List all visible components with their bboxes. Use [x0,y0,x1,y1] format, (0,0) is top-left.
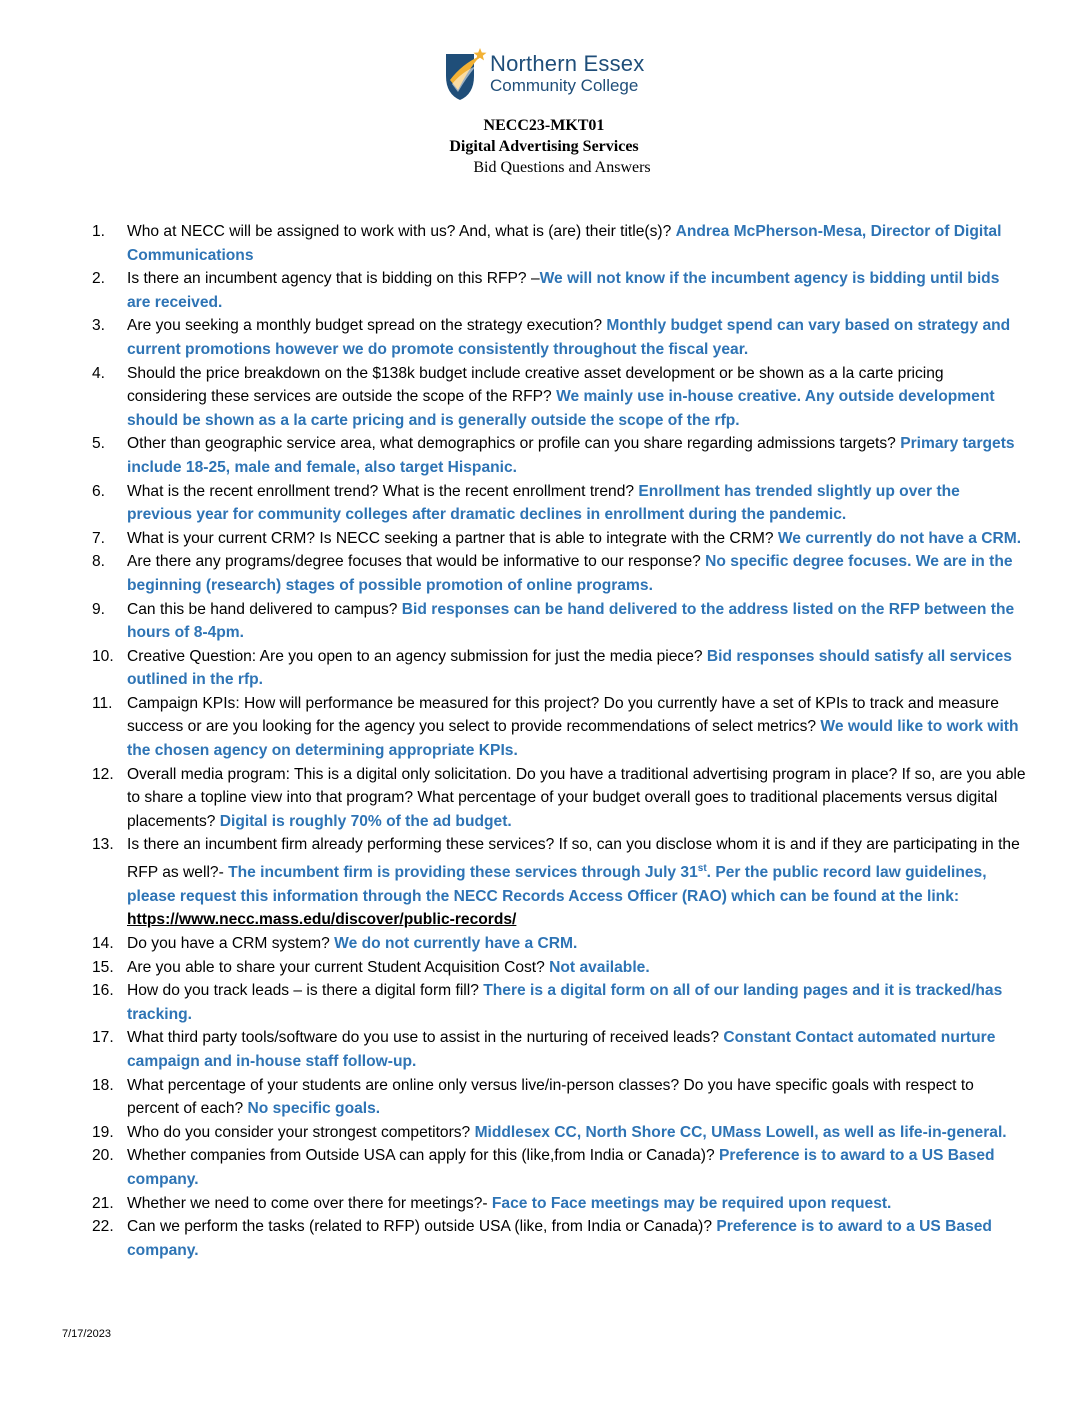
answer-text-continued: . Per the public record law guidelines, please request this information through the NECC Records Access Officer (RAO) which can be found at the link: [127,864,987,905]
qa-item [0,1074,1088,1121]
question-text: Creative Question: Are you open to an agency submission for just the media piece? [127,647,707,665]
qa-item [0,1121,1088,1145]
answer-text: We do not currently have a CRM. [334,935,578,952]
question-text: What percentage of your students are online only versus live/in-person classes? Do you have specific goals with respect to percent of each? [127,1076,974,1118]
bid-code: NECC23-MKT01 [483,117,605,134]
item-number: 3. [92,317,106,335]
question-text: Whether companies from Outside USA can apply for this (like,from India or Canada)? [127,1147,719,1165]
college-crest-icon [440,46,488,104]
qa-item [0,692,1088,763]
question-text: Are you seeking a monthly budget spread on the strategy execution? [127,317,607,335]
answer-text: Not available. [549,958,650,976]
public-records-link[interactable]: https://www.necc.mass.edu/discover/public-records/ [127,911,517,929]
question-text: What is your current CRM? Is NECC seeking a partner that is able to integrate with the CRM? [127,529,778,547]
question-text: Should the price breakdown on the $138k budget include creative asset development or be shown as a la carte pricing considering these services are outside the scope of the RFP? [127,364,944,406]
answer-text: Monthly budget spend can vary based on strategy and current promotions however we do promote consistently throughout the fiscal year. [127,317,1011,358]
qa-item [0,932,1088,956]
item-number: 22. [92,1218,114,1236]
item-number: 5. [92,435,106,453]
qa-item [0,645,1088,692]
question-text: Are you able to share your current Student Acquisition Cost? [127,958,550,976]
question-text: Do you have a CRM system? [127,935,335,952]
question-text: Who do you consider your strongest competitors? [127,1123,475,1141]
question-text: Is there an incumbent firm already performing these services? If so, can you disclose whom it is and if they are participating in the RFP as well?- [127,836,1020,882]
item-number: 14. [92,935,114,952]
item-number: 18. [92,1076,114,1094]
answer-text: Bid responses can be hand delivered to the address listed on the RFP between the hours of 8-4pm. [127,600,1015,642]
question-text: Other than geographic service area, what demographics or profile can you share regarding admissions targets? [127,435,901,453]
answer-text: Middlesex CC, North Shore CC, UMass Lowell, as well as life-in-general. [474,1123,1007,1141]
qa-list [0,220,1088,1262]
qa-item [0,1026,1088,1073]
qa-item [0,220,1088,267]
answer-text: Constant Contact automated nurture campaign and in-house staff follow-up. [127,1029,996,1070]
answer-text: Face to Face meetings may be required upon request. [491,1194,892,1212]
question-text: Is there an incumbent agency that is bidding on this RFP? – [127,270,540,288]
qa-item [0,1215,1088,1262]
question-text: What third party tools/software do you use to assist in the nurturing of received leads? [127,1029,724,1047]
qa-item [0,598,1088,645]
item-number: 4. [92,364,106,382]
item-number: 17. [92,1029,114,1047]
logo-text-line1: Northern Essex [490,51,645,76]
qa-item [0,763,1088,834]
qa-item [0,480,1088,527]
question-text: Whether we need to come over there for meetings?- [127,1194,492,1212]
question-text: Can this be hand delivered to campus? [127,600,402,618]
answer-superscript: st [697,863,707,875]
item-number: 13. [92,836,114,854]
qa-item [0,314,1088,361]
answer-text: We mainly use in-house creative. Any outside development should be shown as a la carte pricing and is generally outside the scope of the rfp. [127,388,995,429]
logo-text-line2: Community College [490,76,639,95]
qa-item [0,833,1088,932]
question-text: Who at NECC will be assigned to work with us? And, what is (are) their title(s)? [127,223,676,240]
question-text: What is the recent enrollment trend? What is the recent enrollment trend? [127,482,639,500]
qa-item [0,550,1088,597]
item-number: 12. [92,765,114,783]
footer-date: 7/17/2023 [62,1328,111,1340]
qa-item [0,432,1088,479]
item-number: 20. [92,1147,114,1165]
answer-text: Primary targets include 18-25, male and female, also target Hispanic. [127,435,1015,476]
item-number: 9. [92,600,106,618]
answer-text: We will not know if the incumbent agency is bidding until bids are received. [127,270,1000,311]
question-text: Campaign KPIs: How will performance be measured for this project? Do you currently have a set of KPIs to track and measure success or are you looking for the agency you select to provide recommendations of select metrics? [127,694,999,736]
qa-item [0,1144,1088,1191]
item-number: 1. [92,223,106,240]
answer-text: No specific degree focuses. We are in the beginning (research) stages of possible promotion of online programs. [127,553,1013,594]
document-title: Digital Advertising Services [449,138,639,155]
qa-item [0,527,1088,551]
question-text: Are there any programs/degree focuses that would be informative to our response? [127,553,706,571]
item-number: 15. [92,958,114,976]
qa-item [0,362,1088,433]
qa-item [0,979,1088,1026]
answer-text: Bid responses should satisfy all services outlined in the rfp. [127,647,1012,689]
answer-text: Preference is to award to a US Based company. [127,1147,995,1188]
college-logo [440,46,680,106]
item-number: 2. [92,270,106,288]
answer-text: Enrollment has trended slightly up over the previous year for community colleges after dramatic declines in enrollment during the pandemic. [127,482,960,524]
qa-item [0,956,1088,980]
answer-text: No specific goals. [247,1100,381,1118]
answer-text: We currently do not have a CRM. [777,529,1022,547]
answer-text: Preference is to award to a US Based company. [127,1218,992,1259]
answer-text: We would like to work with the chosen agency on determining appropriate KPIs. [127,718,1019,760]
question-text: Overall media program: This is a digital only solicitation. Do you have a traditional advertising program in place? If so, are you able to share a topline view into that program? What percentage of your budget overall goes to traditional placements versus digital placements? [127,765,1026,830]
item-number: 19. [92,1123,114,1141]
answer-text: The incumbent firm is providing these services through July 31 [228,864,698,882]
question-text: Can we perform the tasks (related to RFP) outside USA (like, from India or Canada)? [127,1218,717,1236]
item-number: 7. [92,529,106,547]
document-header [0,116,1088,178]
qa-item [0,1192,1088,1216]
item-number: 6. [92,482,106,500]
document-subtitle: Bid Questions and Answers [473,159,651,176]
question-text: How do you track leads – is there a digital form fill? [127,982,484,1000]
item-number: 16. [92,982,114,1000]
item-number: 11. [92,694,113,712]
qa-item [0,267,1088,314]
item-number: 10. [92,647,114,665]
answer-text: Digital is roughly 70% of the ad budget. [219,812,512,830]
answer-text: Andrea McPherson-Mesa, Director of Digital Communications [127,223,1002,264]
item-number: 21. [92,1194,114,1212]
answer-text: There is a digital form on all of our landing pages and it is tracked/has tracking. [127,982,1003,1023]
item-number: 8. [92,553,106,571]
